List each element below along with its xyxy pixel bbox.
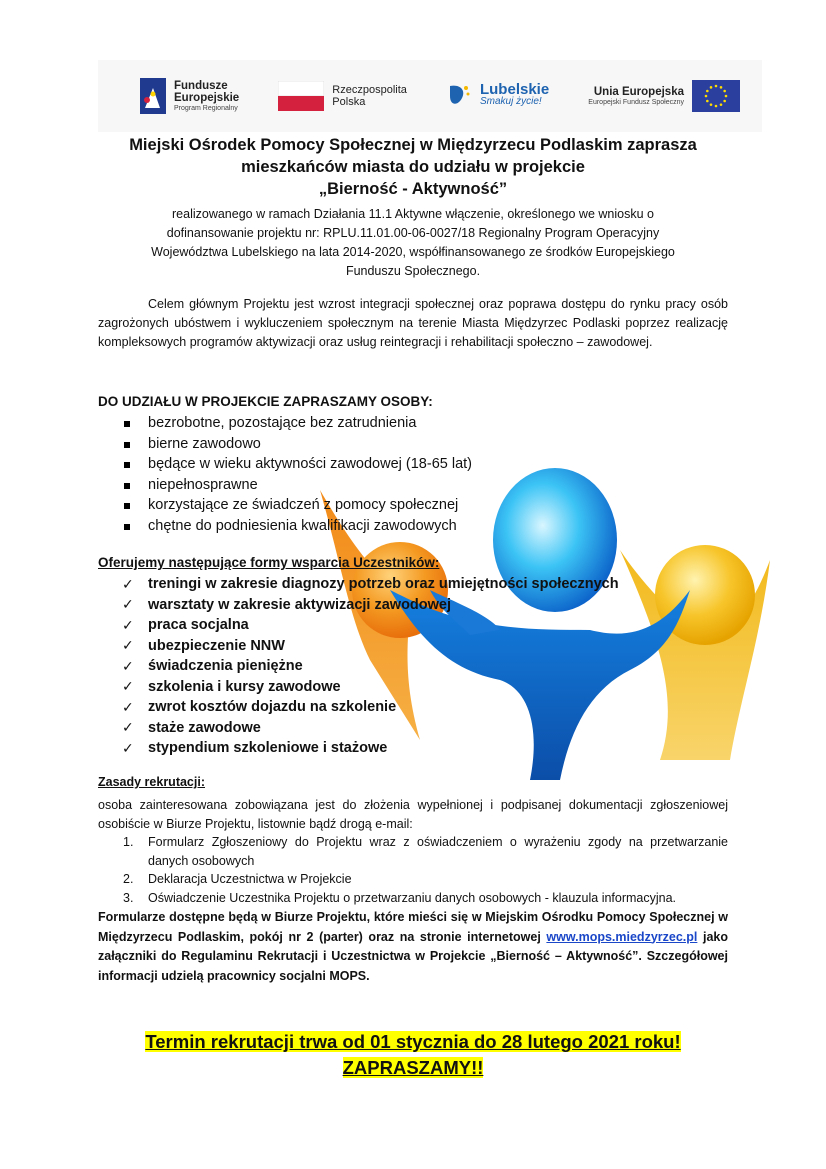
invite-list-item	[122, 454, 472, 475]
recruitment-deadline: Termin rekrutacji trwa od 01 stycznia do 28 lutego 2021 roku!	[145, 1031, 681, 1052]
subtitle-line3: Województwa Lubelskiego na lata 2014-2020, współfinansowanego ze środków Europejskiego	[151, 245, 675, 259]
support-list	[122, 574, 619, 759]
support-item-text: treningi w zakresie diagnozy potrzeb oraz umiejętności społecznych	[148, 576, 619, 593]
subtitle-line2: dofinansowanie projektu nr: RPLU.11.01.00-06-0027/18 Regionalny Program Operacyjny	[166, 226, 660, 240]
rules-item-text: Deklaracja Uczestnictwa w Projekcie	[148, 872, 352, 886]
closing-banner	[98, 1029, 728, 1081]
forms-paragraph	[98, 908, 728, 986]
checkmark-icon: ✓	[122, 739, 134, 756]
fundusze-line3: Program Regionalny	[174, 104, 238, 112]
lubelskie-icon	[446, 82, 472, 110]
fundusze-europejskie-icon	[140, 78, 166, 114]
rules-title: Zasady rekrutacji:	[98, 775, 205, 789]
support-item-text: staże zawodowe	[148, 719, 261, 736]
intro-paragraph: Celem głównym Projektu jest wzrost integracji społecznej oraz poprawa dostępu do rynku pracy osób zagrożonych ubóstwem i wykluczeniem społecznym na terenie Miasta Międzyrzec Podlaski poprzez realizację kompleksowych programów aktywizacji oraz usług reintegracji i rehabilitacji społeczno – zawodowej.	[98, 297, 728, 349]
support-item-text: stypendium szkoleniowe i stażowe	[148, 740, 388, 757]
checkmark-icon: ✓	[122, 616, 134, 633]
rules-text: osoba zainteresowana zobowiązana jest do złożenia wypełnionej i podpisanej dokumentacji zgłoszeniowej osobiście w Biurze Projektu, listownie bądź drogą e-mail:	[98, 798, 728, 831]
invite-item-text: chętne do podniesienia kwalifikacji zawodowych	[148, 517, 457, 534]
ue-line1: Unia Europejska	[593, 85, 684, 98]
support-item-text: zwrot kosztów dojazdu na szkolenie	[148, 699, 397, 716]
eu-star-icon	[720, 86, 723, 89]
eu-star-icon	[720, 103, 723, 106]
invite-list-item	[122, 475, 472, 496]
invite-item-text: bezrobotne, pozostające bez zatrudnienia	[148, 415, 417, 432]
eu-star-icon	[715, 85, 718, 88]
bullet-square-icon	[122, 477, 148, 493]
invite-item-text: będące w wieku aktywności zawodowej (18-65 lat)	[148, 456, 472, 473]
heading-line1: Miejski Ośrodek Pomocy Społecznej w Międzyrzecu Podlaskim zaprasza	[129, 136, 697, 154]
polish-flag-icon	[278, 81, 324, 111]
support-item-text: świadczenia pieniężne	[148, 658, 303, 675]
support-list-item	[122, 738, 619, 759]
support-list-item	[122, 718, 619, 739]
eu-star-icon	[723, 90, 726, 93]
rules-list-item	[98, 833, 728, 870]
invite-list-item	[122, 434, 472, 455]
checkmark-icon: ✓	[122, 657, 134, 674]
fundusze-line2: Europejskie	[174, 91, 240, 104]
checkmark-icon: ✓	[122, 698, 134, 715]
project-name: „Bierność - Aktywność”	[318, 180, 508, 198]
rp-line1: Rzeczpospolita	[332, 84, 407, 96]
checkmark-icon: ✓	[122, 596, 134, 613]
eu-star-icon	[710, 103, 713, 106]
bullet-square-icon	[122, 415, 148, 431]
invite-list	[122, 413, 472, 536]
eu-star-icon	[725, 95, 728, 98]
invite-item-text: niepełnosprawne	[148, 476, 258, 493]
checkmark-icon: ✓	[122, 575, 134, 592]
mops-website-link[interactable]: www.mops.miedzyrzec.pl	[546, 929, 698, 944]
eu-star-icon	[715, 105, 718, 108]
lubelskie-name: Lubelskie	[479, 81, 550, 98]
eu-flag-icon	[692, 80, 740, 112]
rules-item-text: Oświadczenie Uczestnika Projektu o przetwarzaniu danych osobowych - klauzula informacyjna.	[148, 890, 677, 905]
invitation-shout: ZAPRASZAMY!!	[342, 1057, 484, 1078]
support-list-item	[122, 615, 619, 636]
rzeczpospolita-logo	[278, 81, 407, 111]
support-list-item	[122, 677, 619, 698]
support-list-item	[122, 656, 619, 677]
invite-item-text: korzystające ze świadczeń z pomocy społecznej	[148, 497, 459, 514]
lubelskie-logo	[446, 82, 549, 110]
bullet-square-icon	[122, 456, 148, 472]
support-list-item	[122, 574, 619, 595]
eu-star-icon	[723, 100, 726, 103]
rules-list-item	[98, 889, 728, 908]
eu-star-icon	[706, 90, 709, 93]
invite-list-item	[122, 413, 472, 434]
rules-item-text: Formularz Zgłoszeniowy do Projektu wraz z oświadczeniem o wyrażeniu zgody na przetwarzanie danych osobowych	[148, 835, 728, 868]
logo-bar	[98, 60, 762, 132]
rules-item-number: 1.	[123, 835, 134, 849]
rules-list-item	[98, 870, 728, 889]
forms-text-before: Formularze dostępne będą w Biurze Projektu, które mieści się w Miejskim Ośrodku Pomocy Społecznej w Międzyrzecu Podlaskim, pokój nr 2 (parter) oraz na stronie internetowej	[98, 910, 728, 944]
invite-item-text: bierne zawodowo	[148, 435, 261, 452]
fundusze-line1: Fundusze	[174, 79, 228, 92]
support-list-item	[122, 636, 619, 657]
ue-line2: Europejski Fundusz Społeczny	[588, 98, 684, 106]
support-item-text: warsztaty w zakresie aktywizacji zawodowej	[148, 596, 452, 613]
rules-item-number: 3.	[123, 890, 134, 905]
invite-list-item	[122, 495, 472, 516]
checkmark-icon: ✓	[122, 678, 134, 695]
rp-line2: Polska	[332, 96, 366, 108]
support-item-text: szkolenia i kursy zawodowe	[148, 678, 341, 695]
support-item-text: ubezpieczenie NNW	[148, 637, 285, 654]
unia-europejska-logo	[588, 80, 740, 112]
forms-text-after: jako załączniki do Regulaminu Rekrutacji i Uczestnictwa w Projekcie „Bierność – Aktywność”. Szczegółowej informacji udzielą pracownicy socjalni MOPS.	[98, 929, 728, 983]
checkmark-icon: ✓	[122, 637, 134, 654]
page-heading	[98, 134, 728, 200]
bullet-square-icon	[122, 518, 148, 534]
support-list-item	[122, 697, 619, 718]
fundusze-europejskie-logo	[140, 78, 239, 114]
lubelskie-slogan: Smakuj życie!	[479, 96, 542, 107]
subtitle-line1: realizowanego w ramach Działania 11.1 Aktywne włączenie, określonego we wniosku o	[172, 207, 654, 221]
support-title: Oferujemy następujące formy wsparcia Uczestników:	[98, 555, 440, 570]
rules-list	[98, 833, 728, 907]
eu-star-icon	[706, 100, 709, 103]
eu-star-icon	[710, 86, 713, 89]
support-item-text: praca socjalna	[148, 617, 249, 634]
bullet-square-icon	[122, 497, 148, 513]
subtitle-line4: Funduszu Społecznego.	[345, 264, 481, 278]
invite-title: DO UDZIAŁU W PROJEKCIE ZAPRASZAMY OSOBY:	[98, 394, 433, 409]
heading-line2: mieszkańców miasta do udziału w projekcie	[241, 158, 585, 176]
project-subtitle	[98, 205, 728, 281]
invite-list-item	[122, 516, 472, 537]
rules-item-number: 2.	[123, 872, 134, 886]
support-list-item	[122, 595, 619, 616]
eu-star-icon	[705, 95, 708, 98]
bullet-square-icon	[122, 436, 148, 452]
checkmark-icon: ✓	[122, 719, 134, 736]
